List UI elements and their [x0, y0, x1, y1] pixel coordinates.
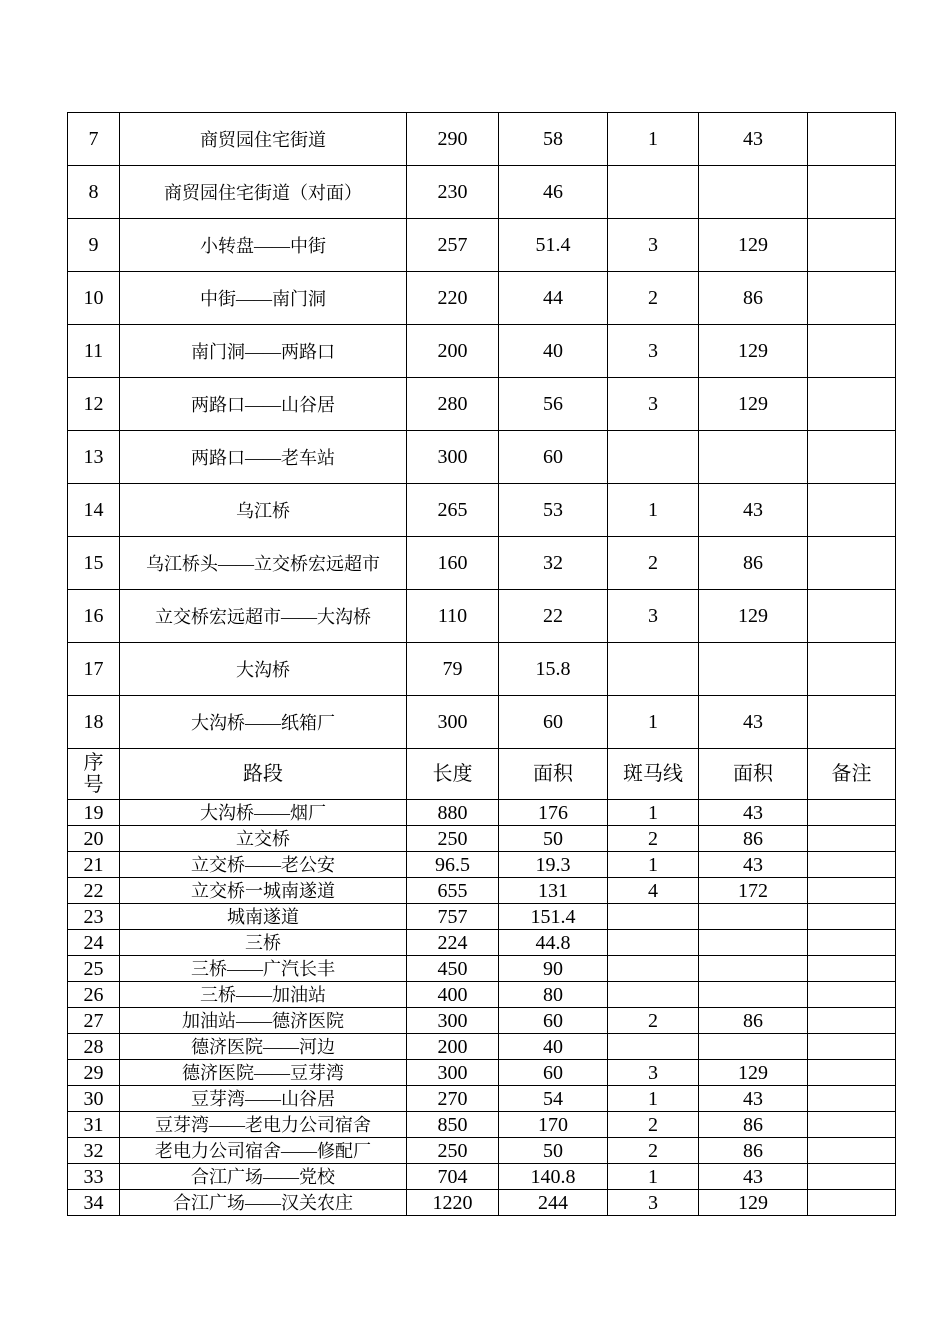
- cell-index: 34: [68, 1190, 120, 1216]
- header-length: 长度: [407, 749, 499, 800]
- cell-remark: [808, 904, 896, 930]
- cell-area: 60: [499, 431, 608, 484]
- table-row: [68, 325, 896, 378]
- cell-length: 300: [407, 1060, 499, 1086]
- cell-crosswalk-area: 172: [699, 878, 808, 904]
- cell-area: 32: [499, 537, 608, 590]
- table-row: [68, 484, 896, 537]
- cell-crosswalk: 1: [608, 113, 699, 166]
- cell-crosswalk: 2: [608, 826, 699, 852]
- cell-length: 96.5: [407, 852, 499, 878]
- cell-crosswalk: 3: [608, 219, 699, 272]
- cell-crosswalk-area: 86: [699, 537, 808, 590]
- cell-road: 大沟桥: [120, 643, 407, 696]
- table-row: [68, 1086, 896, 1112]
- cell-length: 250: [407, 1138, 499, 1164]
- cell-length: 220: [407, 272, 499, 325]
- cell-road: 南门洞——两路口: [120, 325, 407, 378]
- cell-crosswalk-area: 129: [699, 378, 808, 431]
- cell-remark: [808, 956, 896, 982]
- cell-road: 德济医院——豆芽湾: [120, 1060, 407, 1086]
- cell-index: 24: [68, 930, 120, 956]
- cell-area: 40: [499, 325, 608, 378]
- header-row: [68, 749, 896, 800]
- cell-remark: [808, 1190, 896, 1216]
- cell-index: 13: [68, 431, 120, 484]
- cell-remark: [808, 1164, 896, 1190]
- table-body-top: [68, 113, 896, 749]
- cell-index: 9: [68, 219, 120, 272]
- cell-crosswalk: 1: [608, 800, 699, 826]
- cell-road: 合江广场——党校: [120, 1164, 407, 1190]
- cell-crosswalk-area: 86: [699, 826, 808, 852]
- cell-remark: [808, 431, 896, 484]
- table-row: [68, 219, 896, 272]
- cell-remark: [808, 272, 896, 325]
- cell-length: 265: [407, 484, 499, 537]
- cell-area: 60: [499, 1008, 608, 1034]
- cell-crosswalk: 2: [608, 1008, 699, 1034]
- cell-length: 270: [407, 1086, 499, 1112]
- cell-length: 224: [407, 930, 499, 956]
- cell-crosswalk: 3: [608, 1190, 699, 1216]
- cell-crosswalk-area: 129: [699, 1060, 808, 1086]
- table-row: [68, 852, 896, 878]
- cell-crosswalk-area: 129: [699, 590, 808, 643]
- cell-area: 176: [499, 800, 608, 826]
- cell-length: 757: [407, 904, 499, 930]
- cell-length: 1220: [407, 1190, 499, 1216]
- cell-index: 17: [68, 643, 120, 696]
- table-row: [68, 696, 896, 749]
- table-row: [68, 378, 896, 431]
- table-row: [68, 431, 896, 484]
- table-row: [68, 1112, 896, 1138]
- cell-remark: [808, 1060, 896, 1086]
- cell-crosswalk: [608, 982, 699, 1008]
- cell-remark: [808, 166, 896, 219]
- cell-road: 三桥: [120, 930, 407, 956]
- cell-road: 中街——南门洞: [120, 272, 407, 325]
- cell-area: 19.3: [499, 852, 608, 878]
- cell-crosswalk: 1: [608, 1086, 699, 1112]
- cell-crosswalk: [608, 930, 699, 956]
- cell-length: 400: [407, 982, 499, 1008]
- cell-index: 8: [68, 166, 120, 219]
- cell-crosswalk: [608, 643, 699, 696]
- table-row: [68, 826, 896, 852]
- cell-crosswalk: 3: [608, 325, 699, 378]
- cell-road: 两路口——山谷居: [120, 378, 407, 431]
- cell-remark: [808, 800, 896, 826]
- cell-remark: [808, 852, 896, 878]
- table-row: [68, 113, 896, 166]
- cell-length: 280: [407, 378, 499, 431]
- cell-remark: [808, 1086, 896, 1112]
- cell-index: 30: [68, 1086, 120, 1112]
- cell-index: 10: [68, 272, 120, 325]
- road-marking-table: [67, 112, 896, 1216]
- cell-index: 16: [68, 590, 120, 643]
- table-header-section: [68, 749, 896, 800]
- cell-area: 58: [499, 113, 608, 166]
- table-row: [68, 1190, 896, 1216]
- cell-remark: [808, 537, 896, 590]
- cell-area: 50: [499, 1138, 608, 1164]
- cell-remark: [808, 982, 896, 1008]
- cell-crosswalk: [608, 166, 699, 219]
- cell-remark: [808, 1008, 896, 1034]
- cell-road: 大沟桥——烟厂: [120, 800, 407, 826]
- cell-area: 140.8: [499, 1164, 608, 1190]
- cell-index: 26: [68, 982, 120, 1008]
- cell-remark: [808, 1112, 896, 1138]
- cell-index: 29: [68, 1060, 120, 1086]
- cell-index: 15: [68, 537, 120, 590]
- cell-crosswalk-area: 43: [699, 852, 808, 878]
- cell-crosswalk: [608, 956, 699, 982]
- cell-length: 880: [407, 800, 499, 826]
- cell-remark: [808, 1138, 896, 1164]
- cell-length: 230: [407, 166, 499, 219]
- cell-remark: [808, 930, 896, 956]
- cell-crosswalk: 2: [608, 1112, 699, 1138]
- cell-area: 53: [499, 484, 608, 537]
- cell-road: 加油站——德济医院: [120, 1008, 407, 1034]
- cell-crosswalk-area: 43: [699, 1086, 808, 1112]
- cell-remark: [808, 113, 896, 166]
- table-row: [68, 590, 896, 643]
- table-row: [68, 272, 896, 325]
- cell-road: 大沟桥——纸箱厂: [120, 696, 407, 749]
- cell-length: 110: [407, 590, 499, 643]
- cell-index: 14: [68, 484, 120, 537]
- cell-area: 51.4: [499, 219, 608, 272]
- cell-area: 44.8: [499, 930, 608, 956]
- cell-crosswalk-area: [699, 930, 808, 956]
- cell-length: 250: [407, 826, 499, 852]
- cell-crosswalk: [608, 904, 699, 930]
- cell-crosswalk: 2: [608, 272, 699, 325]
- cell-index: 22: [68, 878, 120, 904]
- cell-remark: [808, 590, 896, 643]
- cell-index: 12: [68, 378, 120, 431]
- cell-length: 655: [407, 878, 499, 904]
- table-body-bottom: [68, 800, 896, 1216]
- cell-road: 德济医院——河边: [120, 1034, 407, 1060]
- table-row: [68, 1060, 896, 1086]
- cell-area: 131: [499, 878, 608, 904]
- cell-area: 46: [499, 166, 608, 219]
- cell-crosswalk-area: 43: [699, 113, 808, 166]
- cell-crosswalk: 2: [608, 1138, 699, 1164]
- cell-index: 33: [68, 1164, 120, 1190]
- header-index: 序 号: [68, 749, 120, 800]
- cell-length: 850: [407, 1112, 499, 1138]
- cell-length: 704: [407, 1164, 499, 1190]
- cell-length: 257: [407, 219, 499, 272]
- cell-crosswalk-area: 129: [699, 1190, 808, 1216]
- table-row: [68, 878, 896, 904]
- cell-crosswalk: 4: [608, 878, 699, 904]
- table-row: [68, 800, 896, 826]
- cell-area: 90: [499, 956, 608, 982]
- cell-crosswalk-area: [699, 431, 808, 484]
- table-row: [68, 643, 896, 696]
- cell-road: 立交桥: [120, 826, 407, 852]
- cell-road: 三桥——广汽长丰: [120, 956, 407, 982]
- cell-road: 三桥——加油站: [120, 982, 407, 1008]
- header-road: 路段: [120, 749, 407, 800]
- cell-road: 商贸园住宅街道: [120, 113, 407, 166]
- cell-index: 20: [68, 826, 120, 852]
- table-row: [68, 1034, 896, 1060]
- cell-remark: [808, 826, 896, 852]
- cell-index: 18: [68, 696, 120, 749]
- table-row: [68, 1138, 896, 1164]
- table-row: [68, 982, 896, 1008]
- cell-index: 23: [68, 904, 120, 930]
- cell-crosswalk-area: 43: [699, 800, 808, 826]
- cell-index: 27: [68, 1008, 120, 1034]
- cell-index: 31: [68, 1112, 120, 1138]
- cell-crosswalk-area: 43: [699, 1164, 808, 1190]
- cell-area: 44: [499, 272, 608, 325]
- cell-road: 立交桥一城南遂道: [120, 878, 407, 904]
- table-row: [68, 930, 896, 956]
- cell-road: 乌江桥: [120, 484, 407, 537]
- cell-area: 151.4: [499, 904, 608, 930]
- header-remark: 备注: [808, 749, 896, 800]
- table-row: [68, 1008, 896, 1034]
- cell-index: 21: [68, 852, 120, 878]
- cell-length: 79: [407, 643, 499, 696]
- cell-remark: [808, 696, 896, 749]
- cell-length: 300: [407, 431, 499, 484]
- cell-remark: [808, 325, 896, 378]
- cell-length: 160: [407, 537, 499, 590]
- cell-crosswalk: [608, 1034, 699, 1060]
- cell-length: 290: [407, 113, 499, 166]
- cell-crosswalk: 1: [608, 484, 699, 537]
- cell-length: 300: [407, 696, 499, 749]
- cell-area: 54: [499, 1086, 608, 1112]
- cell-road: 小转盘——中街: [120, 219, 407, 272]
- cell-crosswalk-area: 129: [699, 219, 808, 272]
- cell-area: 50: [499, 826, 608, 852]
- cell-area: 60: [499, 1060, 608, 1086]
- cell-crosswalk: 1: [608, 852, 699, 878]
- table-row: [68, 956, 896, 982]
- cell-road: 两路口——老车站: [120, 431, 407, 484]
- cell-crosswalk: 1: [608, 1164, 699, 1190]
- cell-area: 170: [499, 1112, 608, 1138]
- cell-remark: [808, 643, 896, 696]
- cell-crosswalk: 1: [608, 696, 699, 749]
- cell-crosswalk: 3: [608, 590, 699, 643]
- cell-remark: [808, 378, 896, 431]
- cell-area: 80: [499, 982, 608, 1008]
- cell-remark: [808, 878, 896, 904]
- cell-area: 15.8: [499, 643, 608, 696]
- cell-index: 11: [68, 325, 120, 378]
- cell-crosswalk-area: [699, 956, 808, 982]
- cell-area: 56: [499, 378, 608, 431]
- cell-crosswalk-area: 86: [699, 272, 808, 325]
- cell-crosswalk-area: [699, 166, 808, 219]
- table-row: [68, 904, 896, 930]
- cell-road: 豆芽湾——山谷居: [120, 1086, 407, 1112]
- cell-crosswalk-area: 86: [699, 1112, 808, 1138]
- cell-road: 老电力公司宿舍——修配厂: [120, 1138, 407, 1164]
- header-crosswalk: 斑马线: [608, 749, 699, 800]
- cell-crosswalk: 3: [608, 1060, 699, 1086]
- table-row: [68, 537, 896, 590]
- cell-crosswalk-area: 43: [699, 696, 808, 749]
- cell-crosswalk-area: [699, 643, 808, 696]
- cell-index: 7: [68, 113, 120, 166]
- cell-index: 25: [68, 956, 120, 982]
- cell-remark: [808, 1034, 896, 1060]
- cell-crosswalk-area: 43: [699, 484, 808, 537]
- cell-crosswalk-area: 86: [699, 1008, 808, 1034]
- cell-road: 立交桥宏远超市——大沟桥: [120, 590, 407, 643]
- cell-remark: [808, 484, 896, 537]
- cell-crosswalk: [608, 431, 699, 484]
- header-crosswalk-area: 面积: [699, 749, 808, 800]
- cell-index: 28: [68, 1034, 120, 1060]
- cell-crosswalk: 2: [608, 537, 699, 590]
- cell-remark: [808, 219, 896, 272]
- cell-area: 40: [499, 1034, 608, 1060]
- cell-length: 200: [407, 325, 499, 378]
- cell-crosswalk-area: [699, 904, 808, 930]
- cell-road: 城南遂道: [120, 904, 407, 930]
- cell-road: 立交桥——老公安: [120, 852, 407, 878]
- cell-length: 200: [407, 1034, 499, 1060]
- cell-road: 商贸园住宅街道（对面）: [120, 166, 407, 219]
- cell-area: 22: [499, 590, 608, 643]
- cell-crosswalk-area: [699, 1034, 808, 1060]
- cell-length: 450: [407, 956, 499, 982]
- cell-area: 244: [499, 1190, 608, 1216]
- cell-crosswalk-area: [699, 982, 808, 1008]
- cell-crosswalk-area: 86: [699, 1138, 808, 1164]
- cell-index: 19: [68, 800, 120, 826]
- header-area: 面积: [499, 749, 608, 800]
- cell-road: 乌江桥头——立交桥宏远超市: [120, 537, 407, 590]
- cell-index: 32: [68, 1138, 120, 1164]
- cell-length: 300: [407, 1008, 499, 1034]
- cell-area: 60: [499, 696, 608, 749]
- table-row: [68, 1164, 896, 1190]
- cell-road: 豆芽湾——老电力公司宿舍: [120, 1112, 407, 1138]
- cell-road: 合江广场——汉关农庄: [120, 1190, 407, 1216]
- table-row: [68, 166, 896, 219]
- cell-crosswalk: 3: [608, 378, 699, 431]
- cell-crosswalk-area: 129: [699, 325, 808, 378]
